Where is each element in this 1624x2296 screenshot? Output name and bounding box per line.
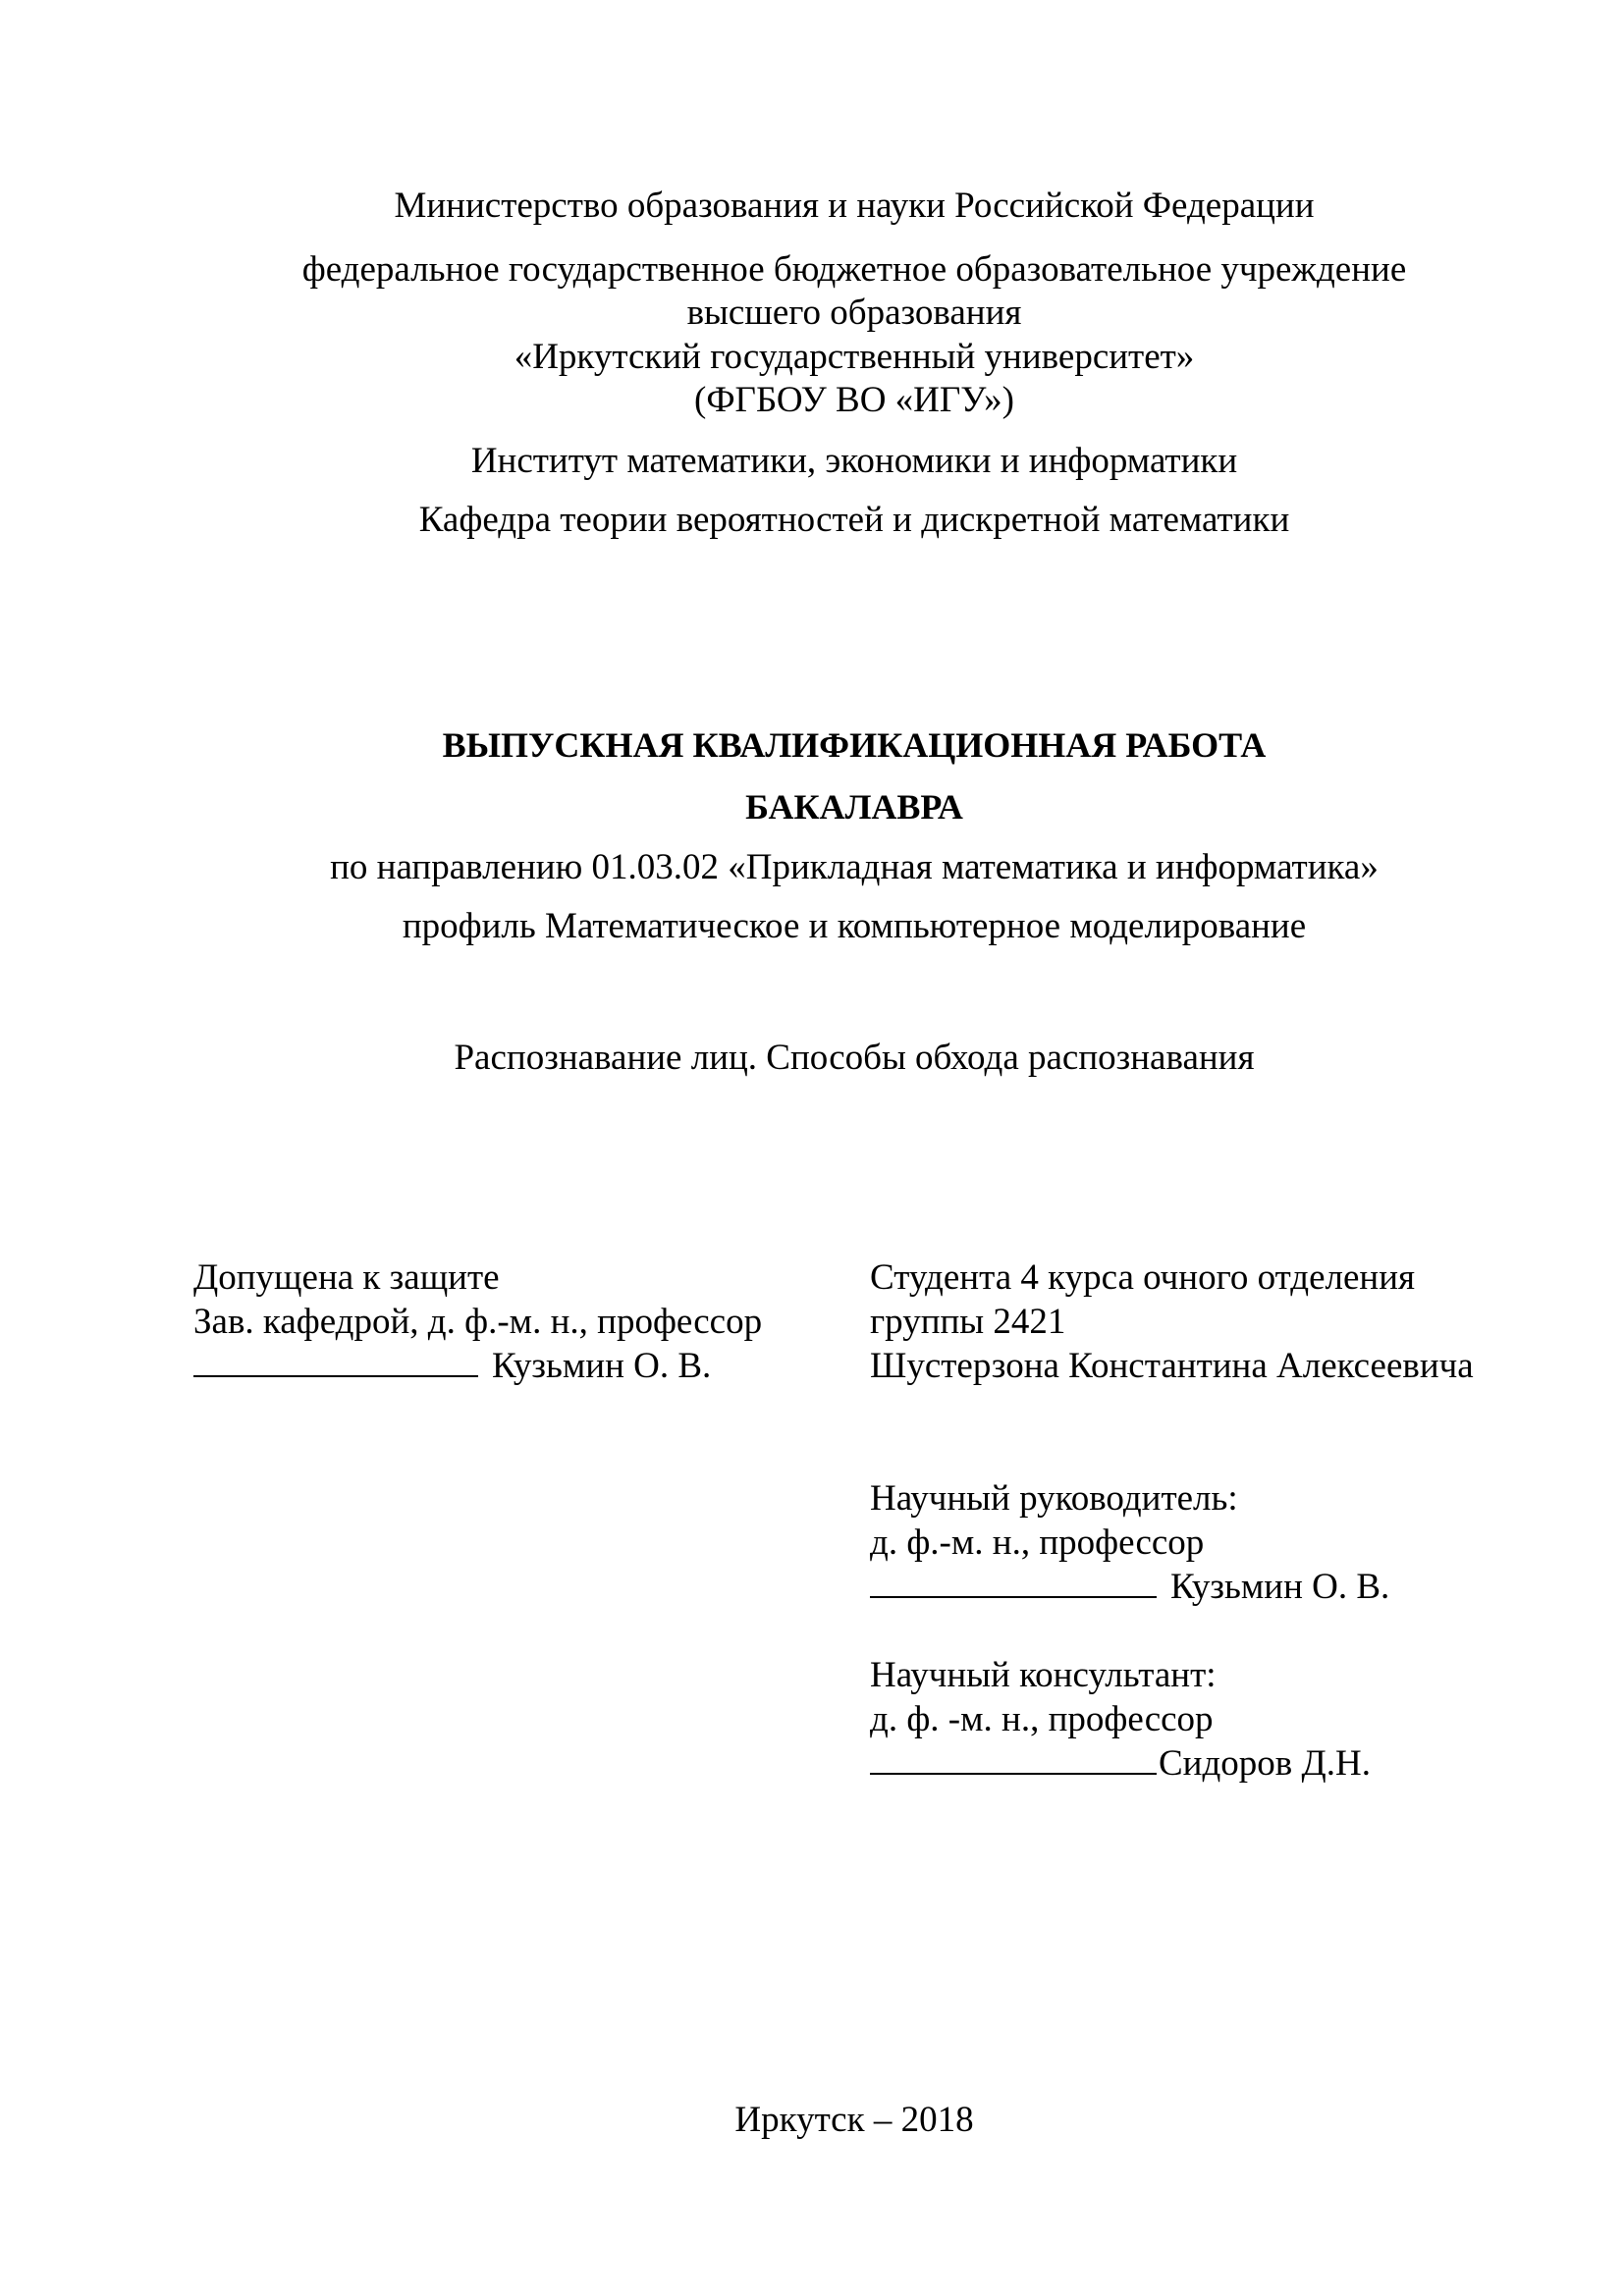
supervisor-role: Научный руководитель: (870, 1478, 1238, 1519)
university-short-name: (ФГБОУ ВО «ИГУ») (694, 380, 1014, 420)
admission-label: Допущена к защите (193, 1257, 500, 1298)
study-direction: по направлению 01.03.02 «Прикладная математика и информатика» (330, 847, 1379, 887)
thesis-topic: Распознавание лиц. Способы обхода распознавания (454, 1038, 1255, 1078)
institution-line-1: федеральное государственное бюджетное образовательное учреждение (301, 249, 1407, 290)
head-of-department-name: Кузьмин О. В. (492, 1346, 712, 1386)
university-name: «Иркутский государственный университет» (514, 337, 1195, 377)
supervisor-signature (870, 1566, 1389, 1609)
signature-blank-line (870, 1743, 1157, 1775)
student-course: Студента 4 курса очного отделения (870, 1257, 1416, 1298)
consultant-name: Сидоров Д.Н. (1159, 1743, 1371, 1784)
student-group: группы 2421 (870, 1302, 1066, 1342)
consultant-degree: д. ф. -м. н., профессор (870, 1699, 1214, 1739)
signature-blank-line (870, 1567, 1157, 1598)
supervisor-degree: д. ф.-м. н., профессор (870, 1522, 1205, 1563)
study-profile: профиль Математическое и компьютерное моделирование (402, 906, 1307, 946)
signature-blank-line (193, 1346, 478, 1377)
work-title-line-1: ВЫПУСКНАЯ КВАЛИФИКАЦИОННАЯ РАБОТА (442, 725, 1267, 765)
work-title-line-2: БАКАЛАВРА (745, 787, 963, 827)
student-name: Шустерзона Константина Алексеевича (870, 1346, 1474, 1386)
department-name: Кафедра теории вероятностей и дискретной математики (418, 500, 1290, 540)
institute-name: Институт математики, экономики и информатики (470, 441, 1238, 481)
institution-line-2: высшего образования (686, 293, 1022, 333)
supervisor-name: Кузьмин О. В. (1170, 1567, 1390, 1607)
head-of-department-title: Зав. кафедрой, д. ф.-м. н., профессор (193, 1302, 763, 1342)
consultant-role: Научный консультант: (870, 1655, 1217, 1695)
head-of-department-signature (193, 1345, 711, 1388)
city-and-year: Иркутск – 2018 (734, 2100, 974, 2140)
ministry-line: Министерство образования и науки Российской Федерации (394, 186, 1315, 226)
consultant-signature (870, 1742, 1371, 1786)
